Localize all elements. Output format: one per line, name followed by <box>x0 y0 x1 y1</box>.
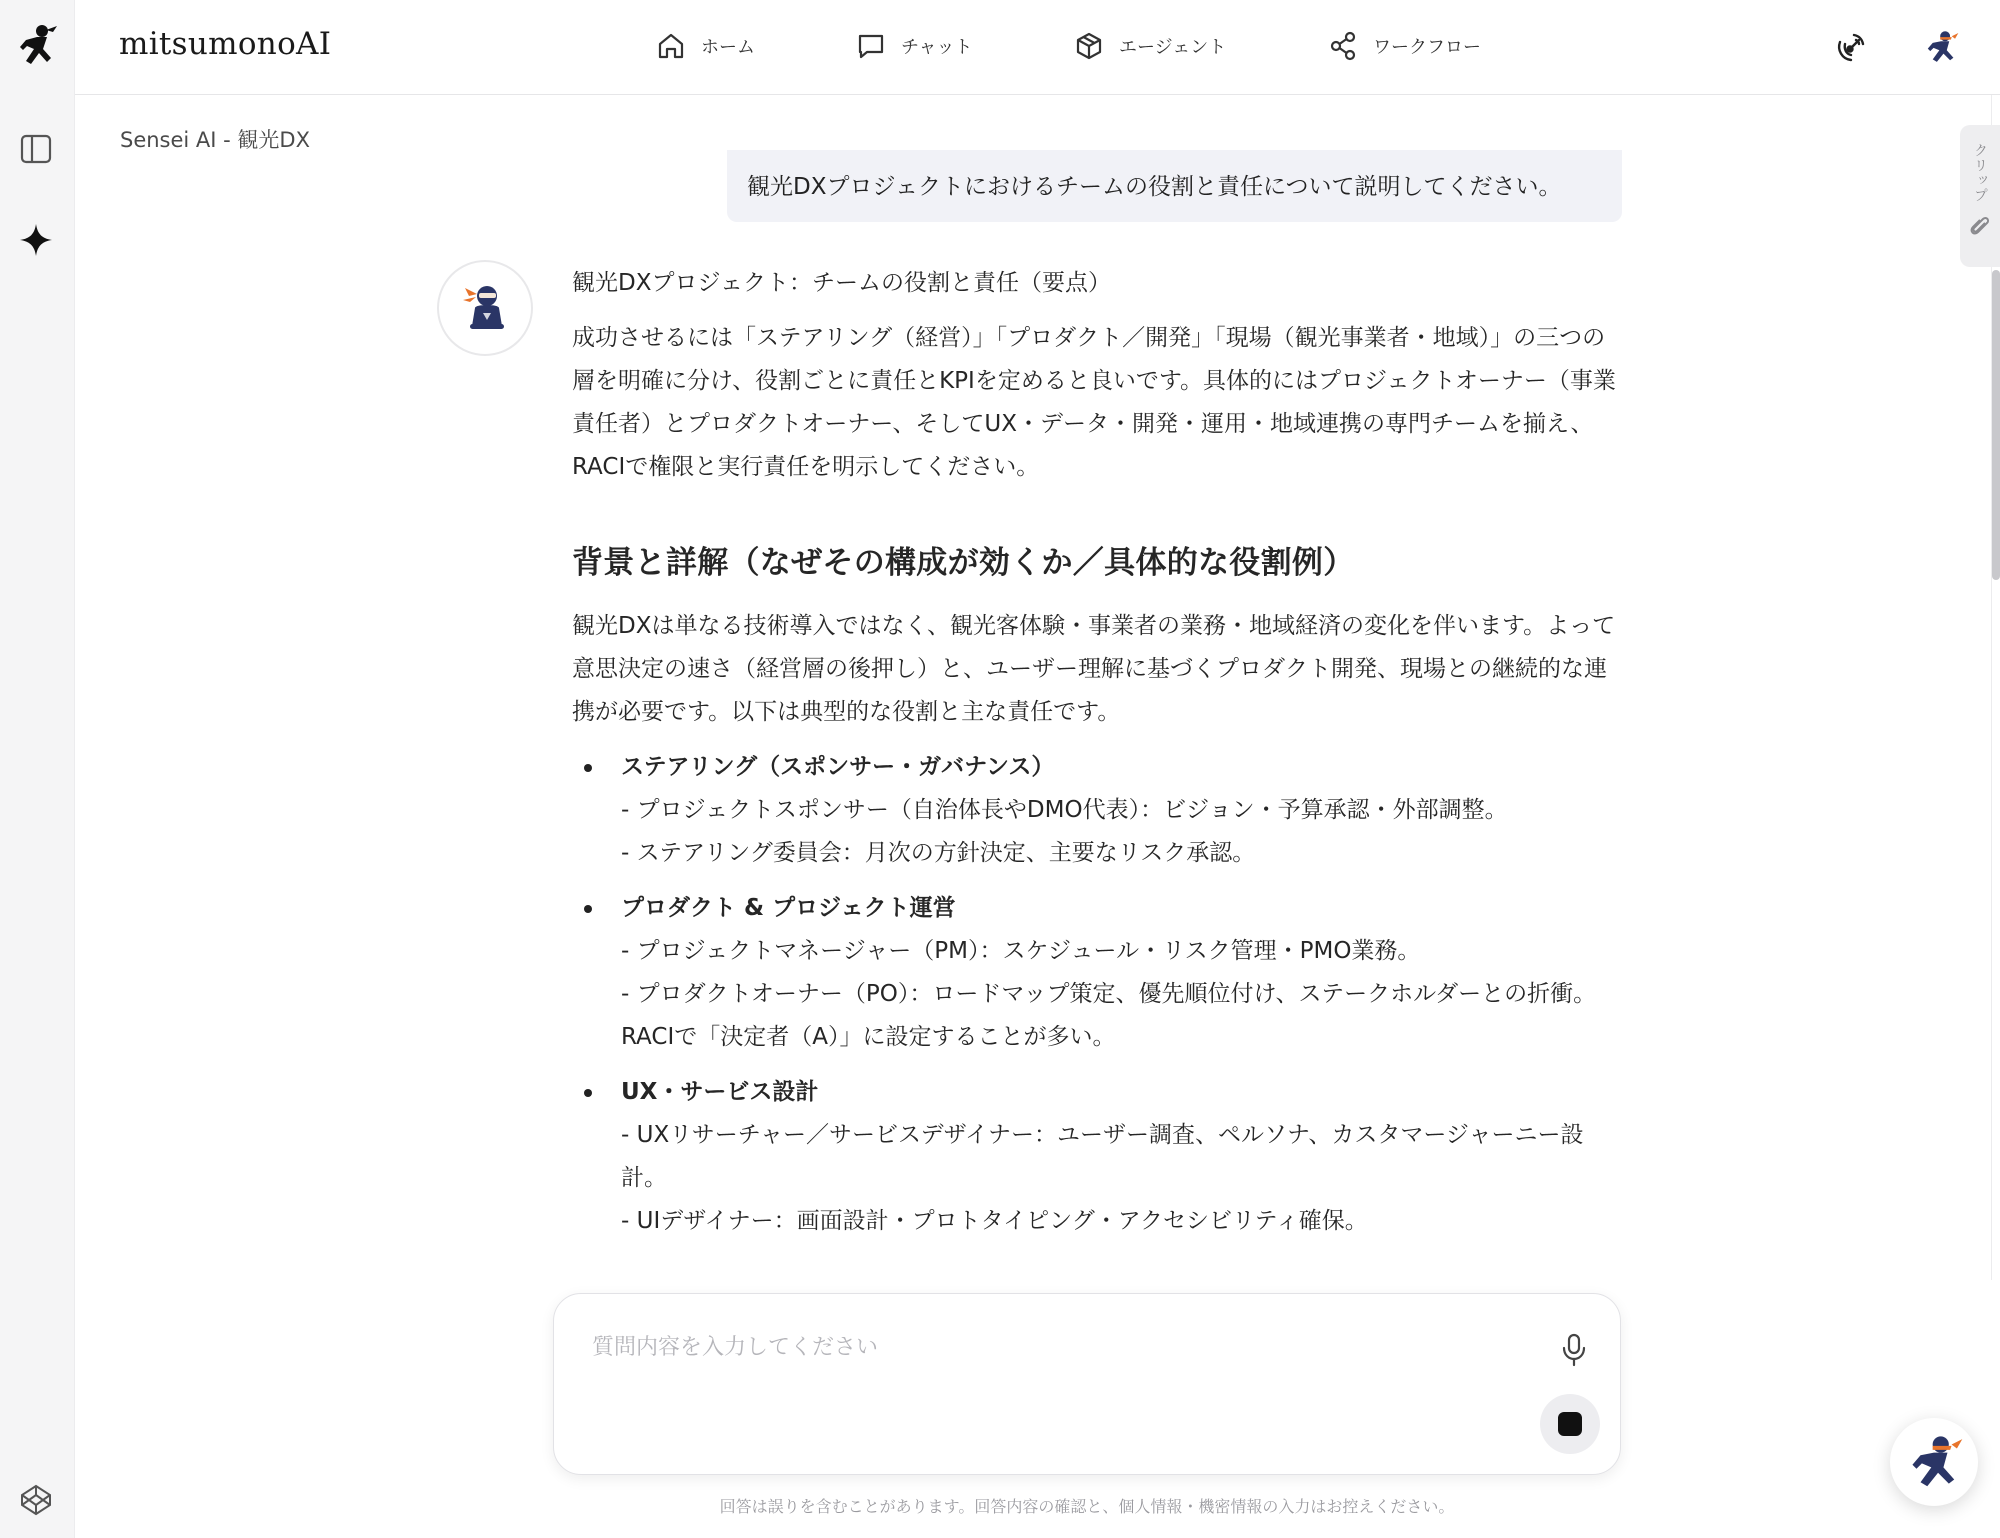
list-item <box>572 746 1622 875</box>
left-rail <box>0 0 75 1538</box>
nav-workflow[interactable] <box>1327 26 1481 66</box>
microphone-icon <box>1560 1332 1588 1368</box>
role-list <box>572 746 1622 1243</box>
clip-tab[interactable] <box>1960 125 2000 267</box>
answer-summary: 成功させるには「ステアリング（経営）」「プロダクト／開発」「現場（観光事業者・地域）」の三つの層を明確に分け、役割ごとに責任とKPIを定めると良いです。具体的にはプロジェクトオーナー（事業責任者）とプロダクトオーナー、そしてUX・データ・開発・運用・地域連携の専門チームを揃え、RACIで権限と実行責任を明示してください。 <box>572 325 1616 480</box>
brand-name[interactable]: mitsumonoAI <box>119 26 332 62</box>
clip-tab-label: クリップ <box>1972 143 1988 203</box>
list-item-line: - プロジェクトマネージャー（PM）：スケジュール・リスク管理・PMO業務。 <box>621 938 1421 964</box>
nav-home-label: ホーム <box>701 37 755 58</box>
ninja-logo-icon[interactable] <box>13 22 59 68</box>
list-item-line: - UIデザイナー：画面設計・プロトタイピング・アクセシビリティ確保。 <box>621 1208 1368 1234</box>
stop-icon <box>1558 1412 1582 1436</box>
stop-button[interactable] <box>1540 1394 1600 1454</box>
assistant-answer <box>572 262 1622 1255</box>
list-item-title: プロダクト & プロジェクト運営 <box>621 895 956 921</box>
nav-home[interactable] <box>655 26 755 66</box>
floating-assistant-button[interactable] <box>1890 1418 1978 1506</box>
ninja-sensei-icon <box>457 280 513 336</box>
answer-title: 観光DXプロジェクト：チームの役割と責任（要点） <box>572 270 1112 296</box>
list-item-line: - UXリサーチャー／サービスデザイナー：ユーザー調査、ペルソナ、カスタマージャーニー設計。 <box>621 1122 1584 1191</box>
question-input[interactable] <box>592 1330 1492 1390</box>
list-item-line: - プロジェクトスポンサー（自治体長やDMO代表）：ビジョン・予算承認・外部調整。 <box>621 797 1508 823</box>
list-item-line: - ステアリング委員会：月次の方針決定、主要なリスク承認。 <box>621 840 1256 866</box>
sidebar-toggle-icon[interactable] <box>13 126 59 172</box>
nav-chat[interactable] <box>855 26 972 66</box>
user-message-bubble: 観光DXプロジェクトにおけるチームの役割と責任について説明してください。 <box>727 150 1622 222</box>
ninja-assistant-icon <box>1903 1431 1965 1493</box>
codepen-icon[interactable] <box>13 1477 59 1523</box>
list-item <box>572 1071 1622 1243</box>
list-item <box>572 887 1622 1059</box>
sparkle-icon[interactable] <box>13 217 59 263</box>
broadcast-icon[interactable] <box>1828 24 1874 70</box>
nav-agent[interactable] <box>1073 26 1226 66</box>
mic-button[interactable] <box>1554 1328 1594 1372</box>
ninja-avatar-icon <box>1922 28 1960 66</box>
nav-chat-label: チャット <box>901 37 973 58</box>
nav-agent-label: エージェント <box>1119 37 1227 58</box>
list-item-line: - プロダクトオーナー（PO）：ロードマップ策定、優先順位付け、ステークホルダーとの折衝。RACIで「決定者（A）」に設定することが多い。 <box>621 981 1597 1050</box>
top-bar <box>75 0 2000 95</box>
section-intro: 観光DXは単なる技術導入ではなく、観光客体験・事業者の業務・地域経済の変化を伴います。よって意思決定の速さ（経営層の後押し）と、ユーザー理解に基づくプロダクト開発、現場との継続的な連携が必要です。以下は典型的な役割と主な責任です。 <box>572 613 1616 725</box>
cube-icon <box>1073 30 1105 62</box>
share-icon <box>1327 30 1359 62</box>
section-heading: 背景と詳解（なぜその構成が効くか／具体的な役割例） <box>572 545 1355 581</box>
paperclip-icon <box>1969 213 1991 239</box>
breadcrumb[interactable]: Sensei AI - 観光DX <box>120 128 310 152</box>
list-item-title: UX・サービス設計 <box>621 1079 819 1105</box>
nav-workflow-label: ワークフロー <box>1373 37 1481 58</box>
list-item-title: ステアリング（スポンサー・ガバナンス） <box>621 754 1055 780</box>
chat-composer <box>553 1293 1621 1475</box>
home-icon <box>655 30 687 62</box>
disclaimer-text: 回答は誤りを含むことがあります。回答内容の確認と、個人情報・機密情報の入力はお控えください。 <box>719 1497 1455 1516</box>
assistant-avatar <box>437 260 533 356</box>
user-avatar[interactable] <box>1918 24 1964 70</box>
scrollbar-thumb[interactable] <box>1992 270 2000 580</box>
chat-icon <box>855 30 887 62</box>
